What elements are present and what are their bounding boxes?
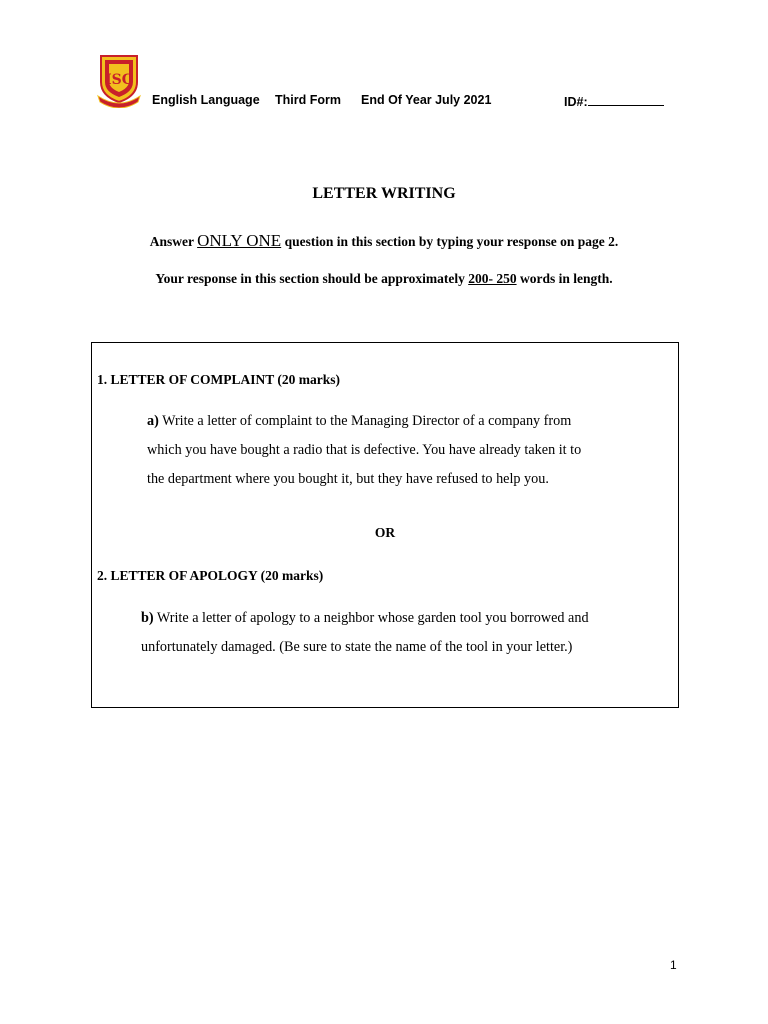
question-2-label: b) bbox=[141, 610, 154, 626]
question-1-body bbox=[147, 407, 581, 494]
questions-box bbox=[91, 342, 679, 708]
page-number: 1 bbox=[670, 958, 677, 972]
id-label: ID#: bbox=[564, 95, 588, 109]
question-2-heading: 2. LETTER OF APOLOGY (20 marks) bbox=[97, 568, 324, 583]
instruction-word-count: Your response in this section should be approximately 200- 250 words in length. bbox=[155, 271, 613, 286]
question-1-line: which you have bought a radio that is defective. You have already taken it to bbox=[147, 442, 582, 458]
question-2-line: b) Write a letter of apology to a neighbor whose garden tool you borrowed and bbox=[141, 610, 589, 626]
word-range: 200- 250 bbox=[468, 271, 517, 286]
question-1-label: a) bbox=[147, 413, 159, 429]
question-2-body bbox=[141, 604, 589, 662]
question-1-line: a) Write a letter of complaint to the Managing Director of a company from bbox=[147, 413, 572, 429]
svg-text:ISC: ISC bbox=[105, 72, 133, 88]
instruction-answer-one: Answer ONLY ONE question in this section by typing your response on page 2. bbox=[149, 231, 619, 250]
form-label: Third Form bbox=[275, 93, 341, 107]
or-separator: OR bbox=[374, 525, 396, 540]
section-title: LETTER WRITING bbox=[312, 185, 456, 202]
id-blank-line bbox=[588, 93, 664, 106]
question-1-line: the department where you bought it, but they have refused to help you. bbox=[147, 471, 549, 487]
subject-label: English Language bbox=[152, 93, 260, 107]
exam-label: End Of Year July 2021 bbox=[361, 93, 492, 107]
id-field bbox=[564, 93, 664, 109]
school-crest-logo bbox=[96, 52, 142, 108]
question-1-heading: 1. LETTER OF COMPLAINT (20 marks) bbox=[97, 372, 341, 387]
only-one-emphasis: ONLY ONE bbox=[197, 231, 282, 250]
question-2-line: unfortunately damaged. (Be sure to state the name of the tool in your letter.) bbox=[141, 639, 573, 655]
